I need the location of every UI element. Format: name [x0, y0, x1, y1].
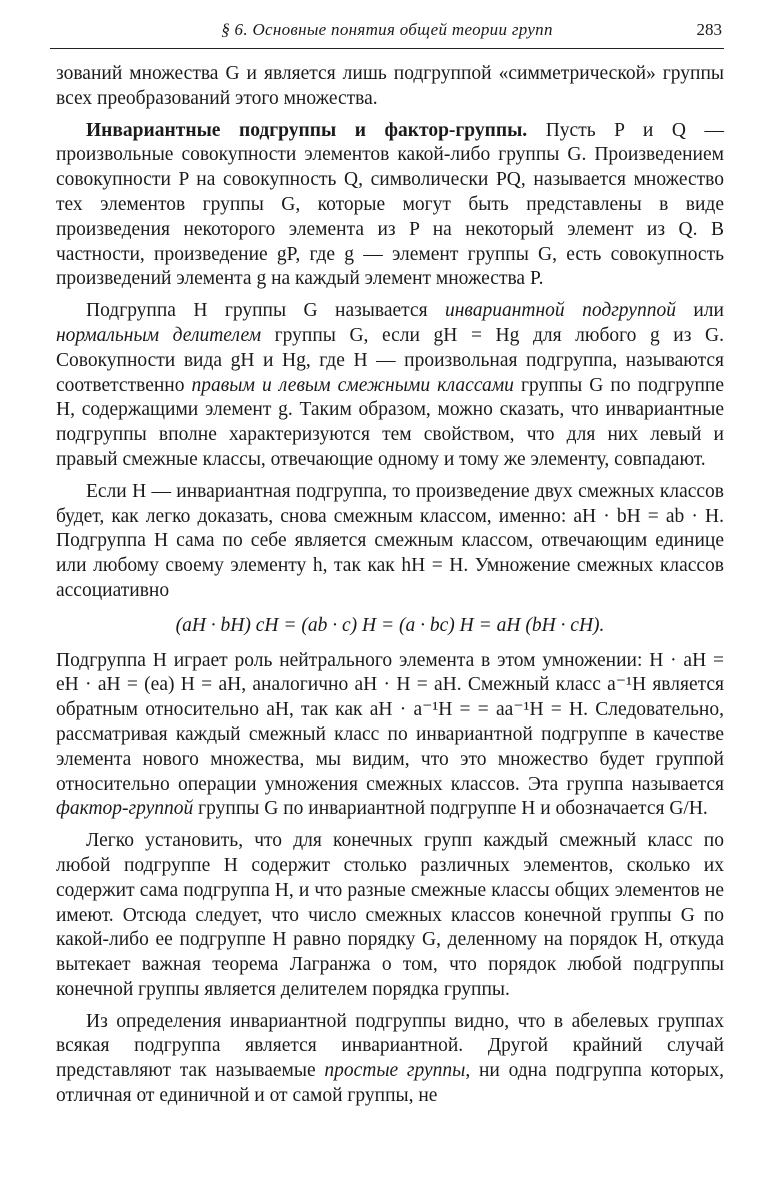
paragraph-text: , ни одна подгруппа которых, отличная от единичной и от самой группы, не — [56, 1060, 724, 1107]
paragraph-text: Из определения инвариантной подгруппы видно, что в абелевых группах всякая подгруппа является инвариантной. Другой крайний случай представляют так называемые — [56, 1010, 724, 1082]
emphasis-term: инвариантной подгруппой — [444, 300, 676, 322]
paragraph-text: группы G по подгруппе H, содержащими элемент g. Таким образом, можно сказать, что инвариантные подгруппы вполне характеризуются тем свойством, что для них левый и правый смежные классы, отвечающие одному и тому же элементу, совпадают. — [56, 374, 725, 470]
header-title: § 6. Основные понятия общей теории групп — [221, 20, 553, 39]
paragraph-factor-group — [56, 649, 724, 823]
paragraph-text: группы G, если gH = Hg для любого g из G. Совокупности вида gH и Hg, где H — произвольная подгруппа, называются соответственно — [56, 324, 724, 396]
emphasis-term: простые группы — [324, 1060, 466, 1082]
emphasis-term: правым и левым смежными классами — [191, 374, 514, 396]
paragraph-continuation: зований множества G и является лишь подгруппой «симметрической» группы всех преобразований этого множества. — [56, 63, 724, 109]
paragraph-text: Подгруппа H группы G называется — [86, 300, 445, 322]
page-body — [56, 62, 724, 1109]
running-header — [50, 14, 724, 49]
paragraph-invariant-subgroups — [56, 119, 724, 293]
paragraph-coset-product: Если H — инвариантная подгруппа, то произведение двух смежных классов будет, как легко доказать, снова смежным классом, именно: aH · bH = ab · H. Подгруппа H сама по себе является смежным классом, отвечающим единице или любому своему элементу h, так как hH = H. Умножение смежных классов ассоциативно — [56, 480, 724, 601]
paragraph-simple-groups — [56, 1010, 724, 1109]
paragraph-text: Пусть P и Q — произвольные совокупности элементов какой-либо группы G. Произведением совокупности P на совокупность Q, символически PQ, называется множество тех элементов группы G, которые могут быть представлены в виде произведения некоторого элемента из P на некоторый элемент из Q. В частности, произведение gP, где g — элемент группы G, есть совокупность произведений элемента g на каждый элемент множества P. — [56, 119, 724, 290]
page-number: 283 — [696, 20, 722, 39]
paragraph-lagrange: Легко установить, что для конечных групп каждый смежный класс по любой подгруппе H содержит столько различных элементов, сколько их содержит сама подгруппа H, и что разные смежные классы общих элементов не имеют. Отсюда следует, что число смежных классов конечной группы G по какой-либо ее подгруппе H равно порядку G, деленному на порядок H, откуда вытекает важная теорема Лагранжа о том, что порядок любой подгруппы конечной группы является делителем порядка группы. — [56, 830, 724, 1000]
section-run-in-title: Инвариантные подгруппы и фактор-группы. — [86, 119, 528, 141]
emphasis-term: нормальным делителем — [56, 324, 262, 346]
paragraph-text: или — [675, 300, 724, 322]
paragraph-text: группы G по инвариантной подгруппе H и обозначается G/H. — [193, 798, 708, 820]
paragraph-normal-divisor — [56, 299, 724, 473]
paragraph-text: Подгруппа H играет роль нейтрального элемента в этом умножении: H · aH = eH · aH = (ea) H = aH, аналогично aH · H = aH. Смежный класс a⁻¹H является обратным относительно aH, так как aH · a⁻¹H = = aa⁻¹H = H. Следовательно, рассматривая каждый смежный класс по инвариантной подгруппе в качестве элемента нового множества, мы видим, что это множество будет группой относительно операции умножения смежных классов. Эта группа называется — [56, 649, 724, 795]
emphasis-term: фактор-группой — [56, 798, 194, 820]
display-formula: (aH · bH) cH = (ab · c) H = (a · bc) H = aH (bH · cH). — [175, 614, 605, 636]
